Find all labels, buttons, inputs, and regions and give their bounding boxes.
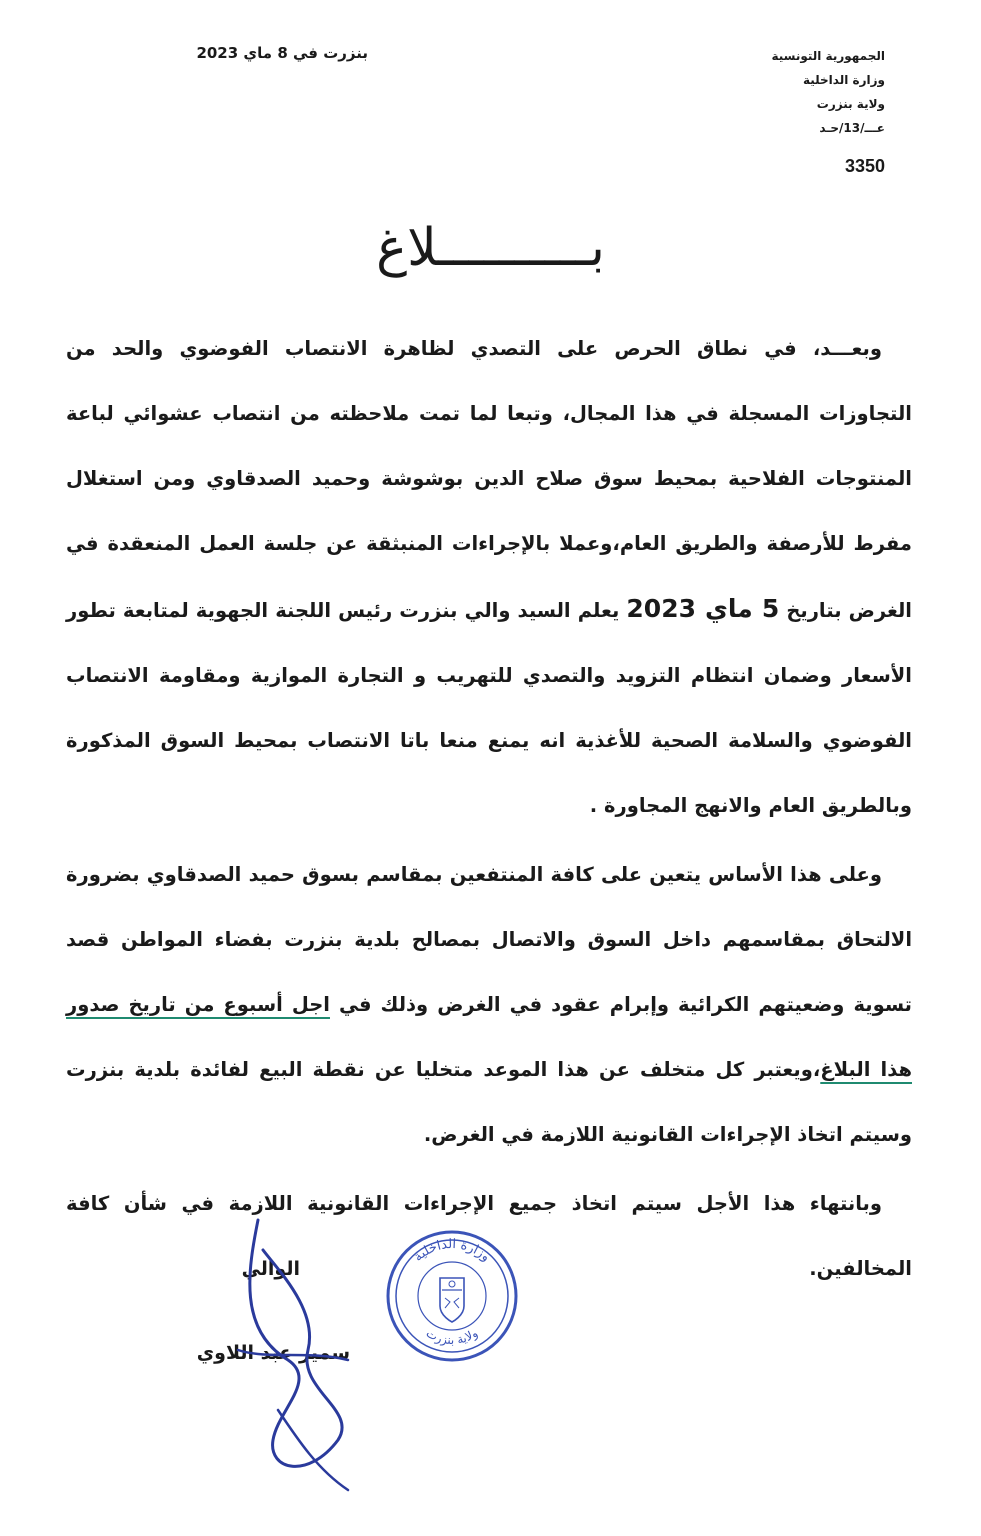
official-stamp xyxy=(384,1228,520,1364)
body-paragraph-1: وبعـــد، في نطاق الحرص على التصدي لظاهرة الانتصاب الفوضوي والحد من التجاوزات المسجلة في هذا المجال، وتبعا لما تمت ملاحظته من انتصاب عشوائي لباعة المنتوجات الفلاحية بمحيط سوق صلاح الدين بوشوشة وحميد الصدقاوي ومن استغلال مفرط للأرصفة والطريق العام،وعملا بالإجراءات المنبثقة عن جلسة العمل المنعقدة في الغرض بتاريخ 5 ماي 2023 يعلم السيد والي بنزرت رئيس اللجنة الجهوية لمتابعة تطور الأسعار وضمان انتظام التزويد والتصدي للتهريب و التجارة الموازية ومقاومة الانتصاب الفوضوي والسلامة الصحية للأغذية انه يمنع منعا باتا الانتصاب بمحيط السوق المذكورة وبالطريق العام والانهج المجاورة . xyxy=(66,337,912,817)
stamp-text-top: وزارة الداخلية xyxy=(411,1236,494,1265)
document-body xyxy=(66,316,912,1305)
letterhead-governorate: ولاية بنزرت xyxy=(816,97,885,111)
letterhead-reference-code: عـــ/13/حـد xyxy=(819,121,885,135)
handwritten-signature xyxy=(218,1210,368,1500)
signatory-name: سمير عبد اللاوي xyxy=(196,1342,350,1364)
signatory-title: الوالي xyxy=(241,1258,300,1280)
document-title: بــــــــــلاغ xyxy=(376,218,605,278)
letterhead-ministry: وزارة الداخلية xyxy=(802,73,885,87)
reference-number: 3350 xyxy=(844,156,885,176)
svg-text:وزارة الداخلية xyxy=(411,1237,493,1265)
svg-text:ولاية بنزرت xyxy=(424,1326,481,1348)
document-date: بنزرت في 8 ماي 2023 xyxy=(196,44,368,62)
letterhead xyxy=(685,44,885,140)
stamp-text-bottom: ولاية بنزرت xyxy=(423,1325,481,1348)
body-paragraph-3: وبانتهاء هذا الأجل سيتم اتخاذ جميع الإجراءات القانونية اللازمة في شأن كافة المخالفين. xyxy=(66,1192,912,1280)
deadline-underlined: اجل أسبوع من تاريخ صدور هذا البلاغ xyxy=(66,993,912,1081)
letterhead-country: الجمهورية التونسية xyxy=(771,49,885,63)
body-paragraph-2: وعلى هذا الأساس يتعين على كافة المنتفعين بمقاسم بسوق حميد الصدقاوي بضرورة الالتحاق بمقاسمهم داخل السوق والاتصال بمصالح بلدية بنزرت بفضاء المواطن قصد تسوية وضعيتهم الكرائية وإبرام عقود في الغرض وذلك في اجل أسبوع من تاريخ صدور هذا البلاغ،ويعتبر كل متخلف عن هذا الموعد متخليا عن نقطة البيع لفائدة بلدية بنزرت وسيتم اتخاذ الإجراءات القانونية اللازمة في الغرض. xyxy=(66,863,912,1146)
meeting-date: 5 ماي 2023 xyxy=(626,594,780,623)
